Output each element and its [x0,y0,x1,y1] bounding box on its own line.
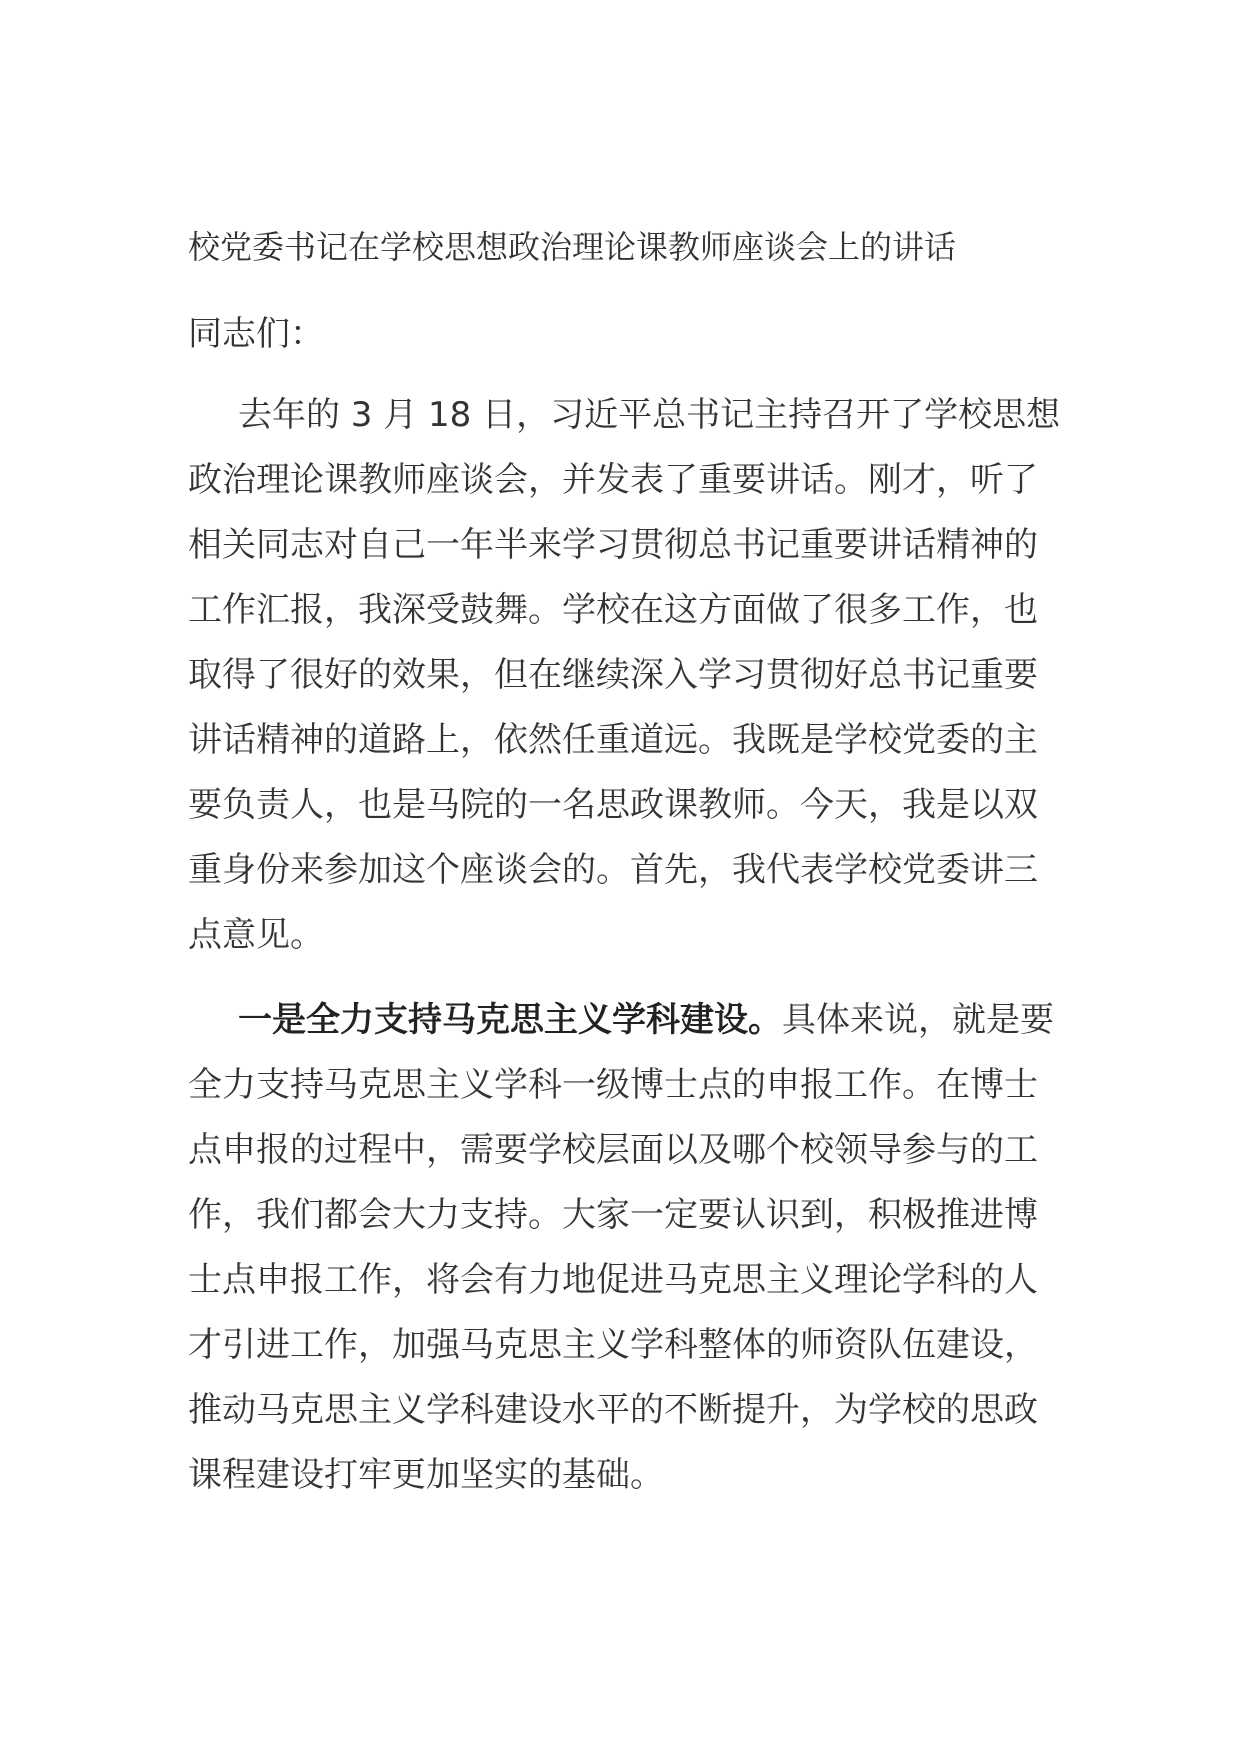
paragraph-line: 才引进工作，加强马克思主义学科整体的师资队伍建设， [188,1325,1038,1365]
paragraph-line: 全力支持马克思主义学科一级博士点的申报工作。在博士 [188,1065,1038,1105]
lead-rest: 具体来说，就是要 [782,1000,1054,1040]
paragraph-line: 工作汇报，我深受鼓舞。学校在这方面做了很多工作，也 [188,590,1038,630]
paragraph-line [188,988,1058,1053]
paragraph-line: 点意见。 [188,915,324,955]
paragraph-line: 课程建设打牢更加坚实的基础。 [188,1455,664,1495]
paragraph-line: 推动马克思主义学科建设水平的不断提升，为学校的思政 [188,1390,1038,1430]
paragraph-line: 相关同志对自己一年半来学习贯彻总书记重要讲话精神的 [188,525,1038,565]
paragraph-line: 作，我们都会大力支持。大家一定要认识到，积极推进博 [188,1195,1038,1235]
paragraph-2 [188,988,1058,1508]
bold-lead: 一是全力支持马克思主义学科建设。 [238,1000,782,1040]
paragraph-line: 政治理论课教师座谈会，并发表了重要讲话。刚才，听了 [188,460,1038,500]
paragraph-line: 要负责人，也是马院的一名思政课教师。今天，我是以双 [188,785,1038,825]
paragraph-1 [188,383,1061,968]
paragraph-line: 讲话精神的道路上，依然任重道远。我既是学校党委的主 [188,720,1038,760]
greeting: 同志们： [188,314,324,354]
paragraph-line: 取得了很好的效果，但在继续深入学习贯彻好总书记重要 [188,655,1038,695]
paragraph-line: 点申报的过程中，需要学校层面以及哪个校领导参与的工 [188,1130,1038,1170]
paragraph-line: 去年的 3 月 18 日，习近平总书记主持召开了学校思想 [238,395,1061,435]
document-title: 校党委书记在学校思想政治理论课教师座谈会上的讲话 [188,228,957,266]
paragraph-line: 重身份来参加这个座谈会的。首先，我代表学校党委讲三 [188,850,1038,890]
paragraph-line: 士点申报工作，将会有力地促进马克思主义理论学科的人 [188,1260,1038,1300]
